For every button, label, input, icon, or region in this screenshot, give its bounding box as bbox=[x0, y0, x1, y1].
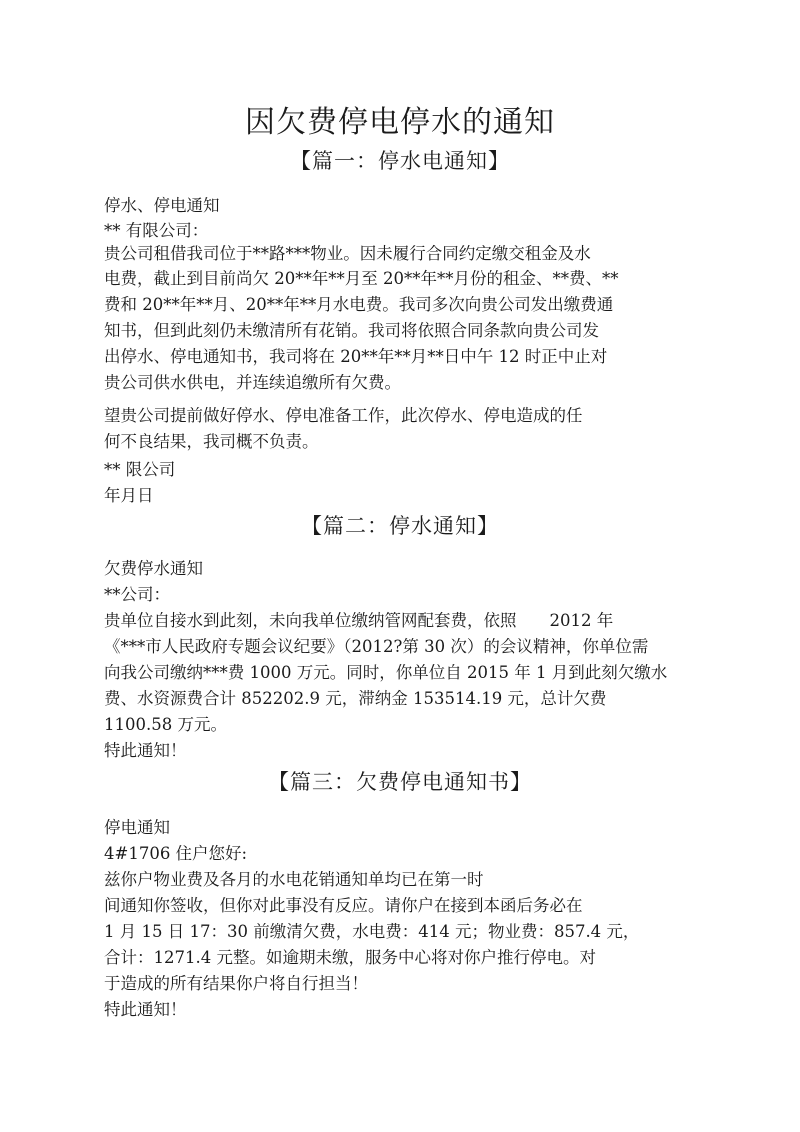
section3-paragraph-line: 合计：1271.4 元整。如逾期未缴，服务中心将对你户推行停电。对 bbox=[104, 948, 596, 967]
section3-paragraph-line: 兹你户物业费及各月的水电花销通知单均已在第一时 bbox=[104, 870, 484, 889]
section2-paragraph-line: 贵单位自接水到此刻，未向我单位缴纳管网配套费，依照 2012 年 bbox=[104, 611, 614, 630]
section1-signature: ** 限公司 bbox=[104, 460, 176, 479]
section1-paragraph-line: 何不良结果，我司概不负责。 bbox=[104, 432, 319, 451]
section1-heading: 【篇一：停水电通知】 bbox=[290, 149, 510, 173]
section1-paragraph-line: 望贵公司提前做好停水、停电准备工作，此次停水、停电造成的任 bbox=[104, 406, 583, 425]
section2-paragraph-line: 费、水资源费合计 852202.9 元，滞纳金 153514.19 元，总计欠费 bbox=[104, 689, 607, 708]
section1-paragraph-line: 电费，截止到目前尚欠 20**年**月至 20**年**月份的租金、**费、** bbox=[104, 269, 619, 288]
section2-paragraph-line: 《***市人民政府专题会议纪要》（2012?第 30 次）的会议精神，你单位需 bbox=[104, 637, 649, 656]
document-title: 因欠费停电停水的通知 bbox=[245, 105, 555, 140]
section2-closing: 特此通知！ bbox=[104, 741, 187, 760]
section2-addressee: **公司： bbox=[104, 585, 170, 604]
section2-paragraph-line: 1100.58 万元。 bbox=[104, 715, 227, 734]
section2-heading: 【篇二：停水通知】 bbox=[301, 514, 499, 538]
section2-subtitle: 欠费停水通知 bbox=[104, 559, 203, 578]
section3-paragraph-line: 于造成的所有结果你户将自行担当！ bbox=[104, 974, 368, 993]
section3-paragraph-line: 间通知你签收，但你对此事没有反应。请你户在接到本函后务必在 bbox=[104, 896, 583, 915]
section1-paragraph-line: 贵公司租借我司位于**路***物业。因未履行合同约定缴交租金及水 bbox=[104, 244, 591, 263]
section1-paragraph-line: 知书，但到此刻仍未缴清所有花销。我司将依照合同条款向贵公司发 bbox=[104, 321, 599, 340]
section3-paragraph-line: 1 月 15 日 17：30 前缴清欠费，水电费：414 元；物业费：857.4 元， bbox=[104, 922, 640, 941]
section3-addressee: 4#1706 住户您好: bbox=[104, 844, 248, 863]
section1-paragraph-line: 出停水、停电通知书，我司将在 20**年**月**日中午 12 时正中止对 bbox=[104, 347, 608, 366]
section1-paragraph-line: 贵公司供水供电，并连续追缴所有欠费。 bbox=[104, 373, 401, 392]
section2-paragraph-line: 向我公司缴纳***费 1000 万元。同时，你单位自 2015 年 1 月到此刻欠缴水 bbox=[104, 663, 668, 682]
section1-addressee: ** 有限公司： bbox=[104, 221, 209, 240]
section3-heading: 【篇三：欠费停电通知书】 bbox=[268, 770, 532, 794]
section1-date: 年月日 bbox=[104, 486, 154, 505]
section3-subtitle: 停电通知 bbox=[104, 818, 170, 837]
section1-paragraph-line: 费和 20**年**月、20**年**月水电费。我司多次向贵公司发出缴费通 bbox=[104, 295, 614, 314]
section1-subtitle: 停水、停电通知 bbox=[104, 196, 220, 215]
section3-closing: 特此通知！ bbox=[104, 1000, 187, 1019]
